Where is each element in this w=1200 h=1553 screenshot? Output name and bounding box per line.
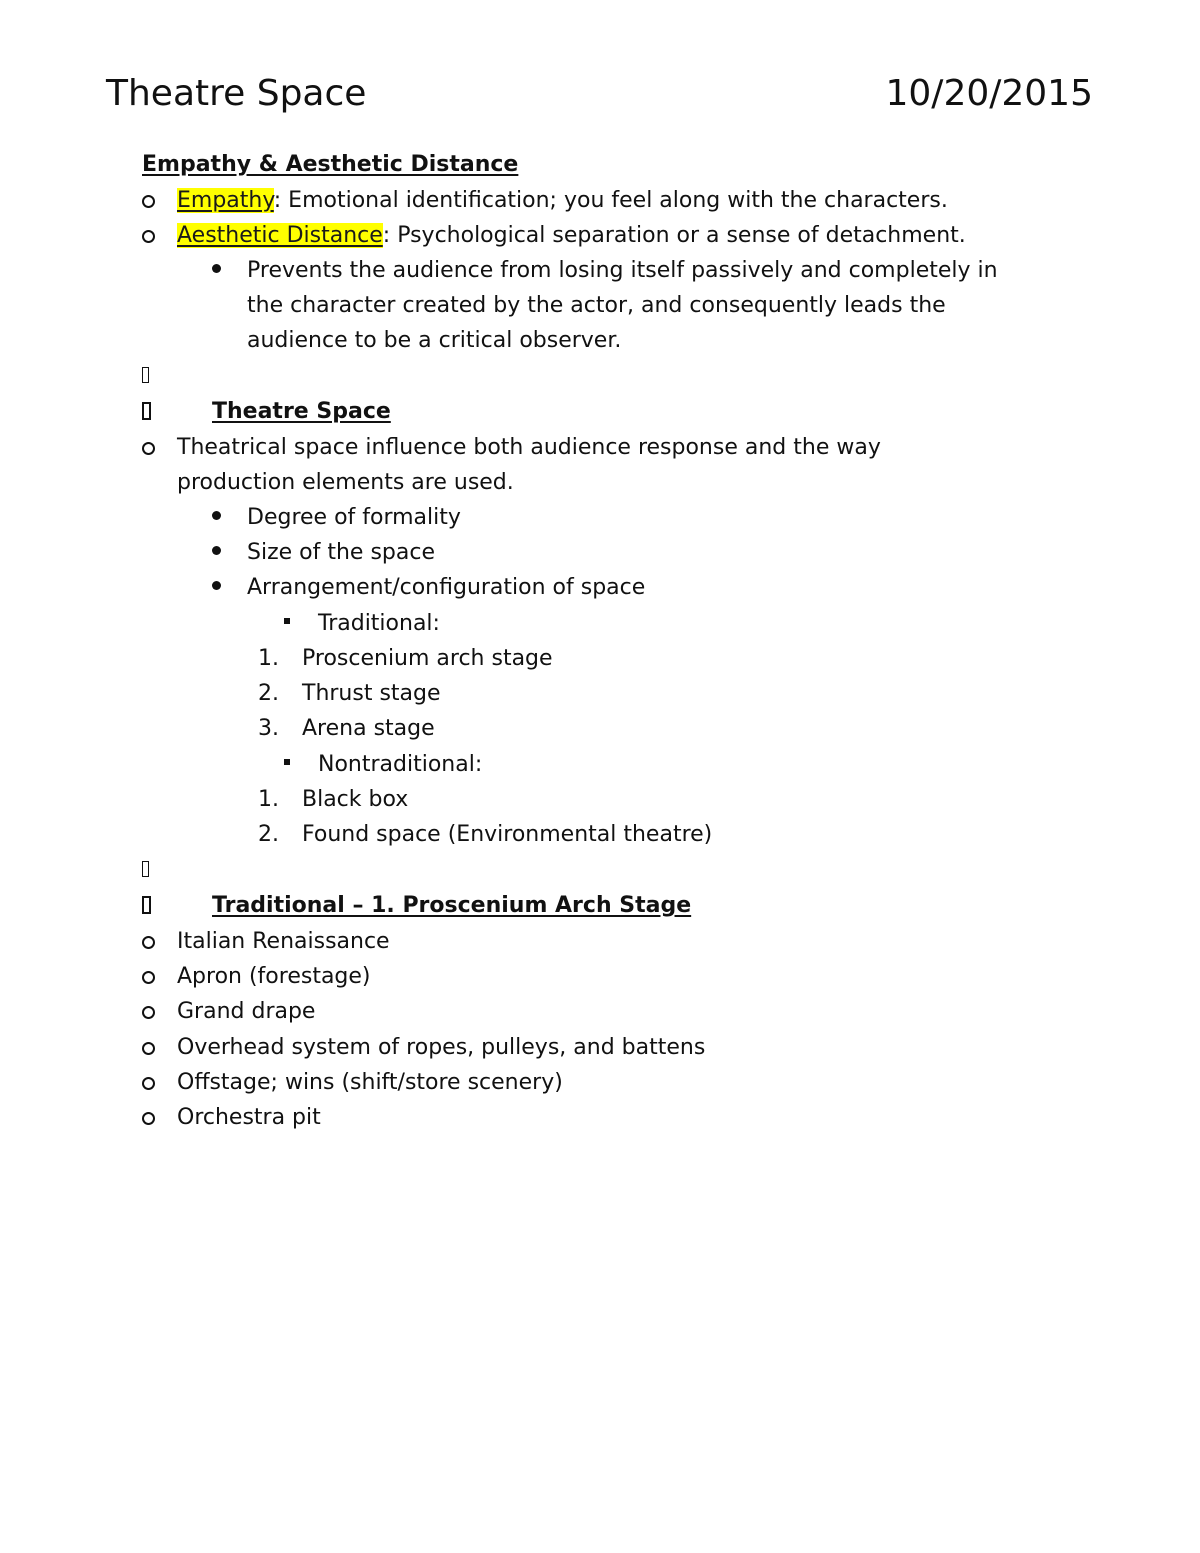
list-item: Overhead system of ropes, pulleys, and battens: [177, 1035, 706, 1060]
disc-bullet-icon: [212, 264, 221, 273]
list-item: Apron (forestage): [177, 964, 371, 989]
document-title: Theatre Space: [106, 73, 367, 114]
traditional-label: Traditional:: [318, 611, 440, 636]
list-item: Found space (Environmental theatre): [302, 822, 713, 847]
intro-line: Theatrical space influence both audience response and the way: [177, 435, 881, 460]
list-item-empathy: [177, 186, 948, 216]
square-bullet-icon: [284, 618, 290, 624]
missing-glyph-icon: [142, 861, 149, 877]
list-number: 2.: [258, 822, 279, 847]
document-date: 10/20/2015: [885, 73, 1093, 114]
list-item: Proscenium arch stage: [302, 646, 553, 671]
list-item: Thrust stage: [302, 681, 441, 706]
sub-bullet-line: audience to be a critical observer.: [247, 328, 622, 353]
circle-bullet-icon: [142, 1077, 155, 1090]
circle-bullet-icon: [142, 1006, 155, 1019]
section-heading-proscenium: Traditional – 1. Proscenium Arch Stage: [212, 893, 692, 918]
missing-glyph-icon: [142, 367, 149, 383]
term-aesthetic-distance: Aesthetic Distance: [177, 223, 383, 248]
square-bullet-icon: [284, 759, 290, 765]
nontraditional-label: Nontraditional:: [318, 752, 483, 777]
circle-bullet-icon: [142, 971, 155, 984]
intro-line: production elements are used.: [177, 470, 514, 495]
section-heading-empathy: Empathy & Aesthetic Distance: [142, 152, 519, 177]
list-number: 3.: [258, 716, 279, 741]
disc-bullet-icon: [212, 581, 221, 590]
list-item: Black box: [302, 787, 409, 812]
list-number: 1.: [258, 787, 279, 812]
sub-bullet-line: Prevents the audience from losing itself passively and completely in: [247, 258, 998, 283]
list-number: 1.: [258, 646, 279, 671]
list-item: Degree of formality: [247, 505, 461, 530]
list-item: Size of the space: [247, 540, 435, 565]
definition-aesthetic-distance: : Psychological separation or a sense of detachment.: [382, 223, 966, 248]
list-item: Italian Renaissance: [177, 929, 390, 954]
list-item: Orchestra pit: [177, 1105, 321, 1130]
circle-bullet-icon: [142, 230, 155, 243]
circle-bullet-icon: [142, 1042, 155, 1055]
list-item: Arena stage: [302, 716, 435, 741]
definition-empathy: : Emotional identification; you feel along with the characters.: [273, 188, 948, 213]
disc-bullet-icon: [212, 511, 221, 520]
circle-bullet-icon: [142, 1112, 155, 1125]
disc-bullet-icon: [212, 546, 221, 555]
missing-glyph-icon: [142, 896, 151, 914]
section-heading-theatre-space: Theatre Space: [212, 399, 391, 424]
term-empathy: Empathy: [177, 188, 274, 213]
circle-bullet-icon: [142, 442, 155, 455]
list-item: Arrangement/configuration of space: [247, 575, 646, 600]
list-item: Offstage; wins (shift/store scenery): [177, 1070, 563, 1095]
list-number: 2.: [258, 681, 279, 706]
circle-bullet-icon: [142, 936, 155, 949]
list-item: Grand drape: [177, 999, 316, 1024]
missing-glyph-icon: [142, 402, 151, 420]
sub-bullet-line: the character created by the actor, and consequently leads the: [247, 293, 946, 318]
circle-bullet-icon: [142, 195, 155, 208]
list-item-aesthetic-distance: [177, 221, 966, 251]
